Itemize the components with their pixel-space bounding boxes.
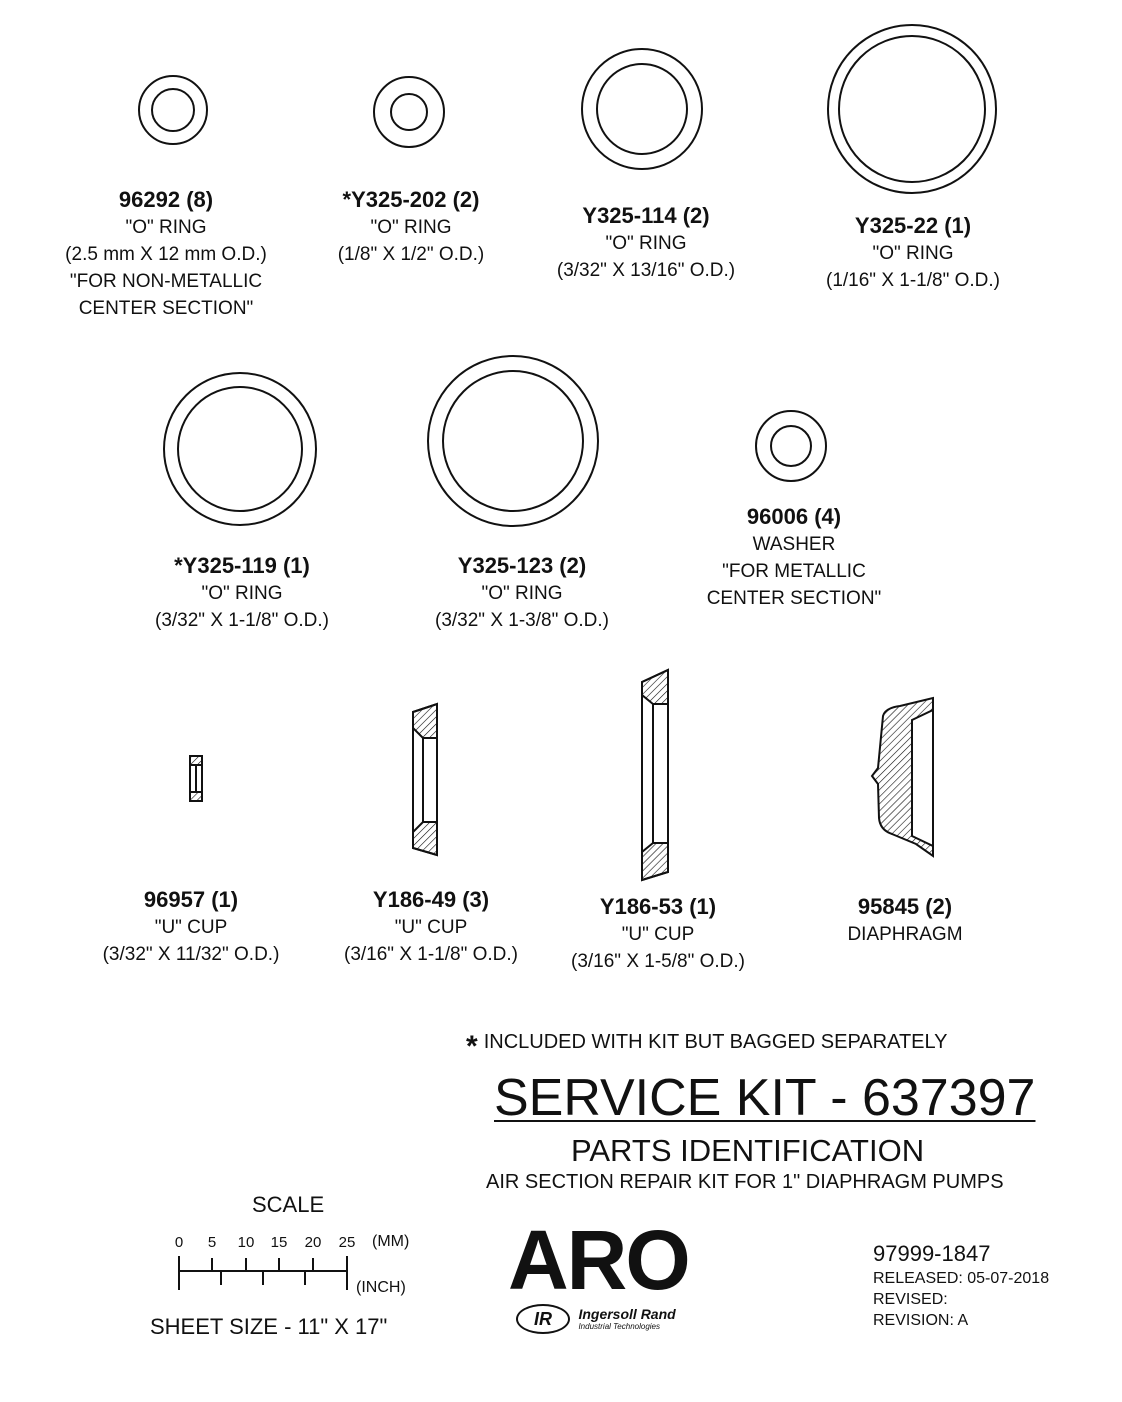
part-number: *Y325-202 (2) (342, 187, 480, 212)
part-label-y186-49 (344, 886, 518, 968)
ring-drawing-y325-119 (164, 373, 316, 525)
scale-tick-label: 10 (237, 1234, 255, 1251)
scale-tick-label: 20 (304, 1234, 322, 1251)
ingersoll-rand-logo (516, 1304, 676, 1334)
part-size: (1/8" X 1/2" O.D.) (337, 244, 485, 265)
part-number: 96957 (1) (143, 887, 239, 912)
part-number: 95845 (2) (857, 894, 953, 919)
revised-date: REVISED: (873, 1291, 948, 1308)
part-size: (1/16" X 1-1/8" O.D.) (826, 270, 1000, 291)
ring-drawing-y325-202 (374, 77, 444, 147)
released-date: RELEASED: 05-07-2018 (873, 1270, 1050, 1287)
part-type: DIAPHRAGM (847, 924, 963, 945)
part-type: "O" RING (605, 233, 687, 254)
part-size: (3/32" X 13/16" O.D.) (556, 260, 736, 281)
part-size: (3/32" X 11/32" O.D.) (102, 944, 280, 965)
u-cup-drawing-y186-53 (642, 670, 668, 880)
part-number: Y186-49 (3) (372, 887, 490, 912)
part-type: "O" RING (872, 243, 954, 264)
part-size: (2.5 mm X 12 mm O.D.) (65, 244, 267, 265)
part-note: CENTER SECTION" (78, 298, 254, 319)
part-type: "U" CUP (154, 917, 228, 938)
page-title: SERVICE KIT - 637397 (494, 1069, 1036, 1127)
part-size: (3/32" X 1-3/8" O.D.) (435, 610, 609, 631)
part-note: "FOR METALLIC (722, 561, 866, 582)
brand-name: Ingersoll Rand (578, 1306, 676, 1322)
part-note: "FOR NON-METALLIC (69, 271, 263, 292)
part-type: "O" RING (370, 217, 452, 238)
part-label-y325-22 (826, 212, 1000, 294)
part-type: "O" RING (201, 583, 283, 604)
scale-tick-label: 25 (338, 1234, 356, 1251)
scale-bar (179, 1256, 347, 1290)
revision: REVISION: A (873, 1312, 969, 1329)
part-label-96957 (103, 886, 280, 968)
part-label-95845 (847, 893, 962, 948)
ir-badge-icon: IR (516, 1304, 570, 1334)
part-type: "O" RING (481, 583, 563, 604)
part-label-y325-202 (338, 186, 485, 268)
brand-subname: Industrial Technologies (578, 1322, 660, 1331)
washer-drawing-96006 (756, 411, 826, 481)
part-number: 96292 (8) (118, 187, 214, 212)
document-number: 97999-1847 (873, 1241, 991, 1266)
part-type: "O" RING (125, 217, 207, 238)
scale-title: SCALE (252, 1192, 325, 1217)
ring-drawing-y325-114 (582, 49, 702, 169)
u-cup-drawing-y186-49 (413, 704, 437, 855)
part-label-y325-123 (435, 552, 609, 634)
bagged-separately-note (466, 1030, 947, 1064)
page-subtitle: PARTS IDENTIFICATION (571, 1133, 925, 1168)
part-label-y325-114 (557, 202, 735, 284)
part-number: *Y325-119 (1) (174, 553, 310, 578)
kit-description: AIR SECTION REPAIR KIT FOR 1" DIAPHRAGM PUMPS (486, 1171, 1004, 1193)
part-size: (3/32" X 1-1/8" O.D.) (155, 610, 329, 631)
part-size: (3/16" X 1-5/8" O.D.) (571, 951, 745, 972)
ring-drawing-96292 (139, 76, 207, 144)
part-type: "U" CUP (621, 924, 695, 945)
sheet-size: SHEET SIZE - 11" X 17" (150, 1314, 388, 1339)
part-label-96292 (65, 186, 267, 322)
ring-drawing-y325-123 (428, 356, 598, 526)
aro-logo: ARO (508, 1213, 689, 1307)
part-label-96006 (707, 503, 882, 612)
part-number: Y325-22 (1) (854, 213, 972, 238)
ring-drawing-y325-22 (828, 25, 996, 193)
note-text: INCLUDED WITH KIT BUT BAGGED SEPARATELY (483, 1031, 948, 1053)
asterisk-symbol: * (466, 1030, 478, 1063)
scale-tick-label: 0 (174, 1234, 184, 1251)
part-size: (3/16" X 1-1/8" O.D.) (344, 944, 518, 965)
part-type: "U" CUP (394, 917, 468, 938)
part-number: 96006 (4) (746, 504, 842, 529)
scale-mm-label: (MM) (372, 1233, 410, 1250)
part-number: Y325-114 (2) (582, 203, 710, 228)
brand-text (578, 1307, 675, 1331)
diaphragm-drawing-95845 (872, 698, 933, 856)
u-cup-drawing-96957 (190, 756, 202, 801)
part-number: Y186-53 (1) (599, 894, 717, 919)
part-label-y325-119 (155, 552, 329, 634)
part-number: Y325-123 (2) (457, 553, 587, 578)
scale-tick-label: 5 (207, 1234, 217, 1251)
scale-tick-label: 15 (270, 1234, 288, 1251)
part-note: CENTER SECTION" (706, 588, 882, 609)
scale-inch-label: (INCH) (356, 1279, 406, 1296)
part-type: WASHER (752, 534, 836, 555)
part-label-y186-53 (571, 893, 745, 975)
